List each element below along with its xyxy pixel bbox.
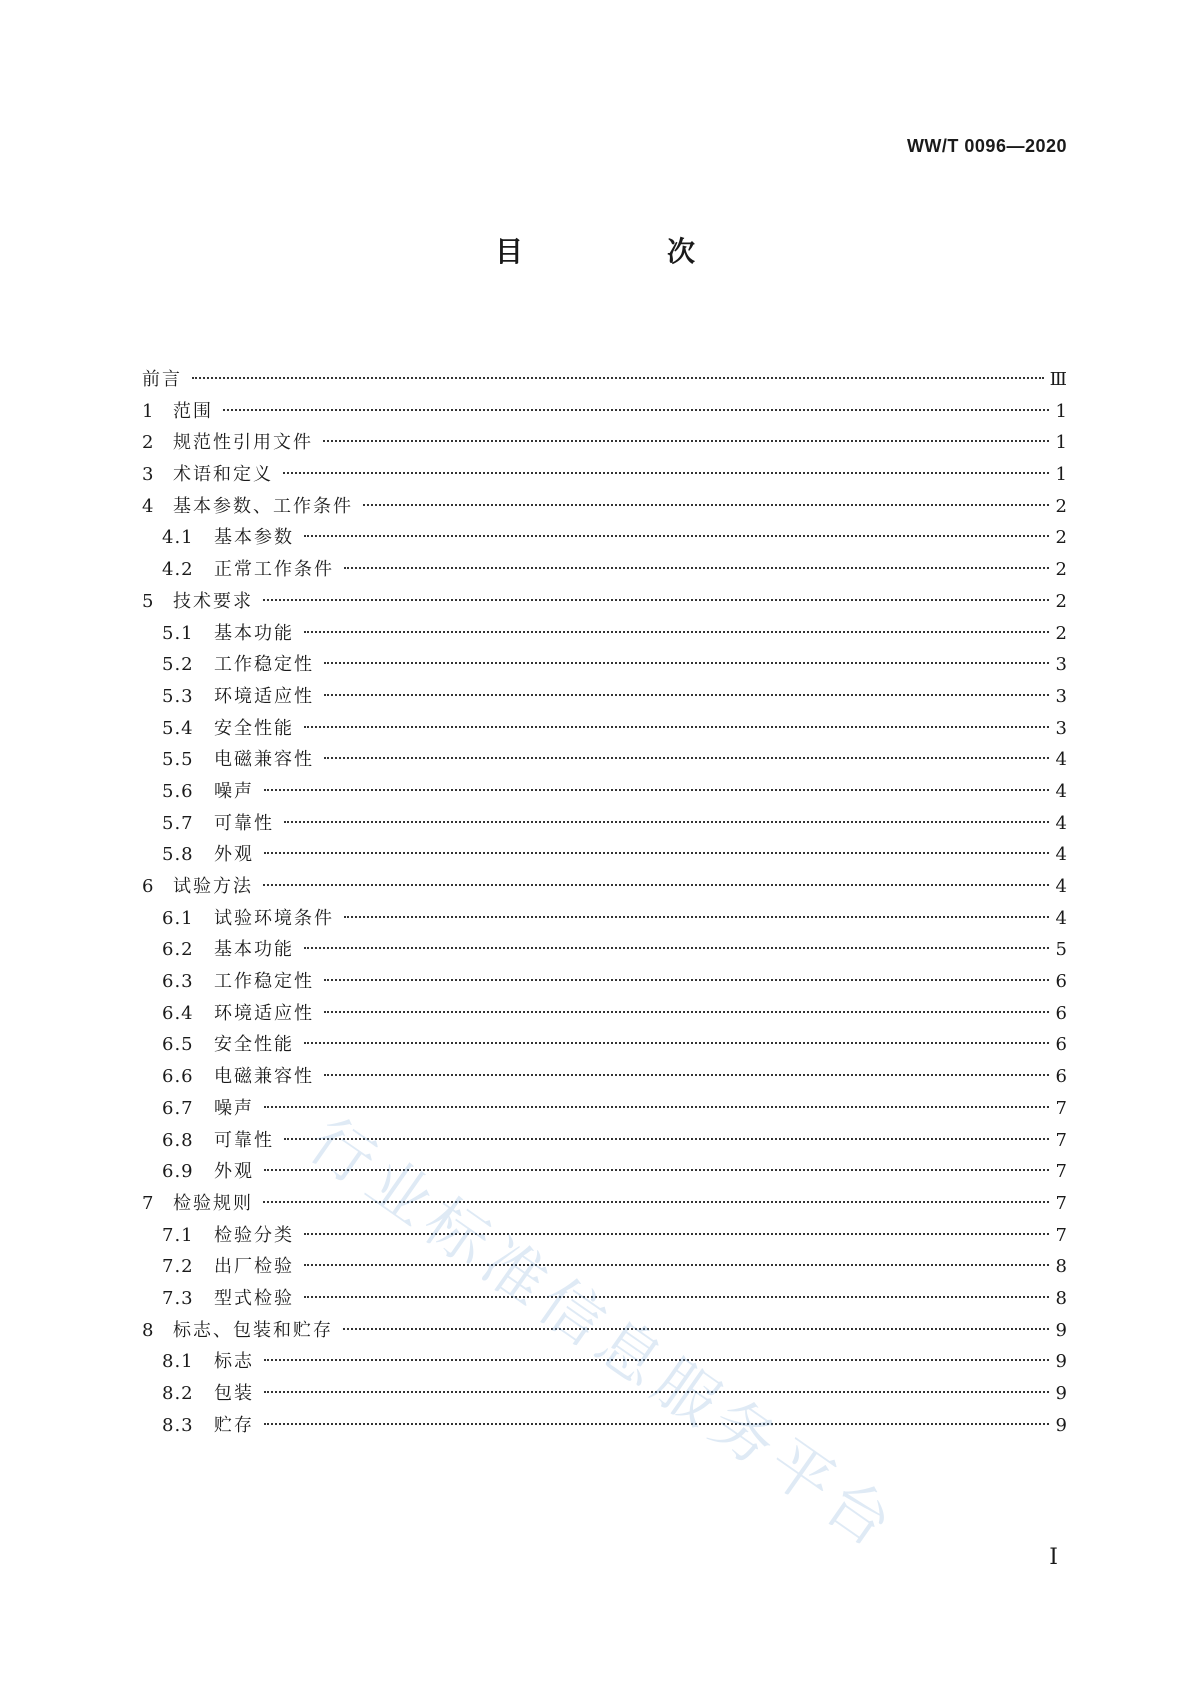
toc-section-number: 6.4 xyxy=(162,1002,194,1024)
toc-section-title: 型式检验 xyxy=(214,1287,294,1309)
toc-page-number: 6 xyxy=(1055,1066,1067,1088)
toc-section-title: 术语和定义 xyxy=(173,464,273,486)
toc-entry[interactable] xyxy=(142,903,1067,935)
toc-leader-dots xyxy=(304,1233,1049,1235)
toc-entry[interactable] xyxy=(142,776,1067,808)
toc-section-title: 技术要求 xyxy=(173,590,253,612)
toc-leader-dots xyxy=(304,947,1049,949)
toc-section-title: 范围 xyxy=(173,400,213,422)
toc-section-number: 6.2 xyxy=(162,939,194,961)
toc-page-number: 4 xyxy=(1055,907,1067,929)
toc-section-number: 5.3 xyxy=(162,685,194,707)
toc-page-number: 6 xyxy=(1055,971,1067,993)
toc-section-number: 6.6 xyxy=(162,1066,194,1088)
toc-leader-dots xyxy=(304,1296,1049,1298)
toc-leader-dots xyxy=(263,884,1049,886)
toc-entry[interactable] xyxy=(142,966,1067,998)
toc-page-number: 3 xyxy=(1055,717,1067,739)
toc-leader-dots xyxy=(284,821,1049,823)
toc-page-number: 2 xyxy=(1055,590,1067,612)
toc-section-title: 试验方法 xyxy=(173,876,253,897)
toc-leader-dots xyxy=(323,440,1049,442)
toc-entry[interactable] xyxy=(142,681,1067,713)
toc-leader-dots xyxy=(304,631,1049,633)
toc-page-number: 4 xyxy=(1055,780,1067,802)
toc-section-number: 4 xyxy=(142,495,154,517)
toc-section-number: 7.3 xyxy=(162,1287,194,1309)
toc-section-title: 环境适应性 xyxy=(214,1002,314,1024)
toc-section-number: 4.2 xyxy=(162,559,194,581)
toc-section-title: 出厂检验 xyxy=(214,1256,294,1278)
toc-entry[interactable] xyxy=(142,1156,1067,1188)
toc-page-number: 1 xyxy=(1055,400,1067,422)
toc-section-title: 试验环境条件 xyxy=(214,907,334,929)
toc-page-number: 9 xyxy=(1055,1414,1067,1436)
toc-entry[interactable] xyxy=(142,934,1067,966)
toc-section-title: 前言 xyxy=(142,369,182,390)
toc-section-title: 工作稳定性 xyxy=(214,971,314,993)
toc-section-title: 安全性能 xyxy=(214,717,294,739)
toc-entry[interactable] xyxy=(142,839,1067,871)
toc-page-number: 6 xyxy=(1055,1002,1067,1024)
toc-leader-dots xyxy=(324,1011,1049,1013)
toc-entry[interactable] xyxy=(142,554,1067,586)
toc-page-number: 4 xyxy=(1055,844,1067,866)
page-title: 目 次 xyxy=(494,235,753,268)
toc-leader-dots xyxy=(264,852,1049,854)
toc-section-number: 6 xyxy=(142,876,154,897)
toc-entry[interactable] xyxy=(142,491,1067,523)
toc-page-number: 4 xyxy=(1055,749,1067,771)
toc-leader-dots xyxy=(304,535,1049,537)
toc-entry[interactable] xyxy=(142,1315,1067,1347)
toc-leader-dots xyxy=(264,1106,1049,1108)
toc-section-title: 可靠性 xyxy=(214,812,274,834)
toc-leader-dots xyxy=(223,409,1049,411)
toc-leader-dots xyxy=(264,1423,1049,1425)
toc-leader-dots xyxy=(324,694,1049,696)
toc-entry[interactable] xyxy=(142,586,1067,618)
toc-leader-dots xyxy=(263,1201,1049,1203)
toc-page-number: 3 xyxy=(1055,654,1067,676)
toc-entry[interactable] xyxy=(142,649,1067,681)
toc-leader-dots xyxy=(304,1042,1049,1044)
toc-section-title: 标志、包装和贮存 xyxy=(173,1319,333,1341)
toc-leader-dots xyxy=(363,504,1049,506)
toc-entry[interactable] xyxy=(142,1346,1067,1378)
toc-page-number: 2 xyxy=(1055,622,1067,644)
toc-section-number: 6.3 xyxy=(162,971,194,993)
toc-section-number: 7 xyxy=(142,1192,154,1214)
toc-page-number: 1 xyxy=(1055,432,1067,454)
toc-page-number: 9 xyxy=(1055,1383,1067,1404)
toc-section-title: 基本参数 xyxy=(214,527,294,549)
toc-page-number: 9 xyxy=(1055,1319,1067,1341)
toc-entry[interactable] xyxy=(142,1061,1067,1093)
toc-section-title: 规范性引用文件 xyxy=(173,432,313,454)
toc-entry[interactable] xyxy=(142,396,1067,428)
toc-section-number: 5.6 xyxy=(162,780,194,802)
toc-section-title: 基本参数、工作条件 xyxy=(173,495,353,517)
toc-section-title: 检验分类 xyxy=(214,1224,294,1246)
toc-leader-dots xyxy=(192,377,1044,379)
toc-section-number: 1 xyxy=(142,400,154,422)
toc-entry[interactable] xyxy=(142,427,1067,459)
toc-entry[interactable] xyxy=(142,1188,1067,1220)
toc-page-number: 2 xyxy=(1055,527,1067,549)
toc-page-number: 7 xyxy=(1055,1129,1067,1151)
toc-entry[interactable] xyxy=(142,522,1067,554)
toc-section-title: 正常工作条件 xyxy=(214,559,334,581)
toc-entry[interactable] xyxy=(142,1125,1067,1157)
toc-entry[interactable] xyxy=(142,618,1067,650)
toc-section-title: 贮存 xyxy=(214,1414,254,1436)
toc-page-number: 4 xyxy=(1055,876,1067,897)
toc-section-title: 外观 xyxy=(214,844,254,866)
toc-leader-dots xyxy=(324,662,1049,664)
toc-page-number: 7 xyxy=(1055,1161,1067,1183)
toc-leader-dots xyxy=(284,1138,1049,1140)
toc-leader-dots xyxy=(304,1264,1049,1266)
toc-section-title: 标志 xyxy=(214,1351,254,1373)
toc-section-number: 3 xyxy=(142,464,154,486)
toc-page-number: 8 xyxy=(1055,1287,1067,1309)
toc-page-number: 9 xyxy=(1055,1351,1067,1373)
toc-section-number: 5.4 xyxy=(162,717,194,739)
toc-entry[interactable] xyxy=(142,998,1067,1030)
toc-section-number: 5.2 xyxy=(162,654,194,676)
page-number: Ⅰ xyxy=(1049,1545,1058,1570)
toc-leader-dots xyxy=(283,472,1049,474)
toc-entry[interactable] xyxy=(142,1283,1067,1315)
toc-entry[interactable] xyxy=(142,1220,1067,1252)
toc-section-title: 环境适应性 xyxy=(214,685,314,707)
toc-section-title: 包装 xyxy=(214,1383,254,1404)
toc-entry[interactable] xyxy=(142,871,1067,903)
toc-page-number: 7 xyxy=(1055,1097,1067,1119)
toc-page-number: 1 xyxy=(1055,464,1067,486)
toc-leader-dots xyxy=(344,916,1049,918)
toc-section-number: 6.1 xyxy=(162,907,194,929)
toc-page-number: 2 xyxy=(1055,495,1067,517)
toc-section-number: 5.7 xyxy=(162,812,194,834)
toc-leader-dots xyxy=(264,1169,1049,1171)
toc-page-number: 6 xyxy=(1055,1034,1067,1056)
toc-entry[interactable] xyxy=(142,808,1067,840)
toc-page-number: 7 xyxy=(1055,1192,1067,1214)
toc-entry[interactable] xyxy=(142,1093,1067,1125)
toc-leader-dots xyxy=(324,757,1049,759)
toc-section-title: 基本功能 xyxy=(214,622,294,644)
toc-page-number: 8 xyxy=(1055,1256,1067,1278)
toc-leader-dots xyxy=(264,1359,1049,1361)
toc-page-number: Ⅲ xyxy=(1049,369,1067,390)
toc-section-title: 检验规则 xyxy=(173,1192,253,1214)
toc-leader-dots xyxy=(343,1328,1049,1330)
toc-leader-dots xyxy=(264,1391,1049,1393)
toc-section-number: 7.1 xyxy=(162,1224,194,1246)
toc-page-number: 3 xyxy=(1055,685,1067,707)
table-of-contents xyxy=(142,364,1067,1441)
toc-section-number: 5.5 xyxy=(162,749,194,771)
toc-section-title: 可靠性 xyxy=(214,1129,274,1151)
watermark: 行业标准信息服务平台 xyxy=(296,1103,912,1566)
toc-section-number: 5.8 xyxy=(162,844,194,866)
toc-section-title: 噪声 xyxy=(214,1097,254,1119)
toc-section-number: 8.1 xyxy=(162,1351,194,1373)
toc-entry[interactable] xyxy=(142,364,1067,396)
standard-code: WW/T 0096—2020 xyxy=(906,136,1067,156)
toc-leader-dots xyxy=(324,979,1049,981)
toc-leader-dots xyxy=(344,567,1049,569)
toc-section-number: 6.9 xyxy=(162,1161,194,1183)
toc-entry[interactable] xyxy=(142,459,1067,491)
toc-section-title: 安全性能 xyxy=(214,1034,294,1056)
toc-leader-dots xyxy=(264,789,1049,791)
toc-section-title: 外观 xyxy=(214,1161,254,1183)
toc-section-title: 噪声 xyxy=(214,780,254,802)
toc-section-title: 工作稳定性 xyxy=(214,654,314,676)
toc-page-number: 5 xyxy=(1055,939,1067,961)
toc-section-number: 6.7 xyxy=(162,1097,194,1119)
toc-entry[interactable] xyxy=(142,744,1067,776)
toc-section-number: 5.1 xyxy=(162,622,194,644)
toc-entry[interactable] xyxy=(142,1029,1067,1061)
toc-entry[interactable] xyxy=(142,1251,1067,1283)
toc-page-number: 7 xyxy=(1055,1224,1067,1246)
toc-page-number: 4 xyxy=(1055,812,1067,834)
toc-section-number: 6.8 xyxy=(162,1129,194,1151)
toc-section-number: 2 xyxy=(142,432,154,454)
toc-leader-dots xyxy=(263,599,1049,601)
toc-section-number: 8 xyxy=(142,1319,154,1341)
toc-section-number: 8.2 xyxy=(162,1383,194,1404)
toc-leader-dots xyxy=(304,726,1049,728)
toc-entry[interactable] xyxy=(142,1378,1067,1410)
toc-section-number: 4.1 xyxy=(162,527,194,549)
toc-leader-dots xyxy=(324,1074,1049,1076)
toc-section-number: 8.3 xyxy=(162,1414,194,1436)
toc-page-number: 2 xyxy=(1055,559,1067,581)
toc-section-title: 电磁兼容性 xyxy=(214,1066,314,1088)
toc-section-number: 6.5 xyxy=(162,1034,194,1056)
toc-section-title: 电磁兼容性 xyxy=(214,749,314,771)
toc-section-title: 基本功能 xyxy=(214,939,294,961)
toc-entry[interactable] xyxy=(142,1410,1067,1442)
toc-entry[interactable] xyxy=(142,713,1067,745)
toc-section-number: 7.2 xyxy=(162,1256,194,1278)
toc-section-number: 5 xyxy=(142,590,154,612)
